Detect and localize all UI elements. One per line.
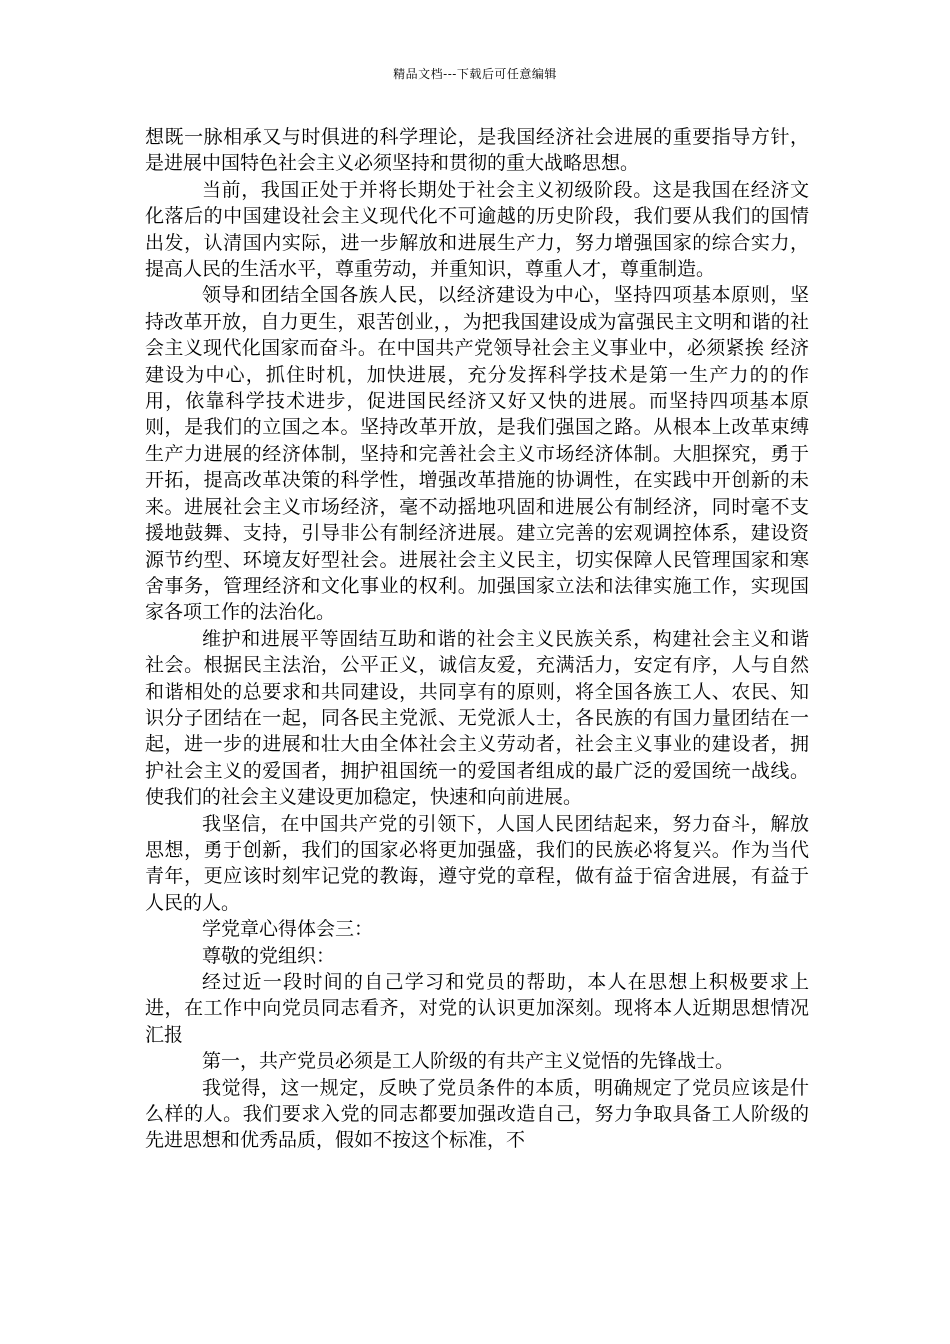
page-header: 精品文档---下载后可任意编辑 (393, 67, 557, 81)
paragraph: 当前，我国正处于并将长期处于社会主义初级阶段。这是我国在经济文化落后的中国建设社会主义现代化不可逾越的历史阶段，我们要从我们的国情出发，认清国内实际，进一步解放和进展生产力，努力增强国家的综合实力，提高人民的生活水平，尊重劳动，并重知识，尊重人才，尊重制造。 (145, 178, 809, 281)
paragraph-continuation: 想既一脉相承又与时俱进的科学理论，是我国经济社会进展的重要指导方针，是进展中国特色社会主义必须坚持和贯彻的重大战略思想。 (145, 126, 809, 175)
paragraph: 我坚信，在中国共产党的引领下，人国人民团结起来，努力奋斗，解放思想，勇于创新，我们的国家必将更加强盛，我们的民族必将复兴。作为当代青年，更应该时刻牢记党的教诲，遵守党的章程，做有益于宿舍进展，有益于人民的人。 (145, 812, 809, 914)
paragraph: 领导和团结全国各族人民，以经济建设为中心，坚持四项基本原则，坚持改革开放，自力更生，艰苦创业，，为把我国建设成为富强民主文明和谐的社会主义现代化国家而奋斗。在中国共产党领导社会主义事业中，必须紧挨 经济建设为中心，抓住时机，加快进展，充分发挥科学技术是第一生产力的的作用，依靠科学技术进步，促进国民经济又好又快的进展。而坚持四项基本原则，是我们的立国之本。坚持改革开放，是我们强国之路。从根本上改革束缚生产力进展的经济体制，坚持和完善社会主义市场经济体制。大胆探究，勇于开拓，提高改革决策的科学性，增强改革措施的协调性，在实践中开创新的未来。进展社会主义市场经济，毫不动摇地巩固和进展公有制经济，同时毫不支援地鼓舞、支持，引导非公有制经济进展。建立完善的宏观调控体系，建设资源节约型、环境友好型社会。进展社会主义民主，切实保障人民管理国家和寒舍事务，管理经济和文化事业的权利。加强国家立法和法律实施工作，实现国家各项工作的法治化。 (145, 284, 809, 624)
section-title: 学党章心得体会三： (202, 918, 374, 941)
document-body (145, 124, 809, 1154)
paragraph: 经过近一段时间的自己学习和党员的帮助，本人在思想上积极要求上进，在工作中向党员同志看齐，对党的认识更加深刻。现将本人近期思想情况汇报 (145, 971, 809, 1046)
salutation: 尊敬的党组织： (202, 944, 336, 967)
paragraph: 维护和进展平等固结互助和谐的社会主义民族关系，构建社会主义和谐社会。根据民主法治，公平正义，诚信友爱，充满活力，安定有序，人与自然和谐相处的总要求和共同建设，共同享有的原则，将全国各族工人、农民、知识分子团结在一起，同各民主党派、无党派人士，各民族的有国力量团结在一起，进一步的进展和壮大由全体社会主义劳动者，社会主义事业的建设者，拥护社会主义的爱国者，拥护祖国统一的爱国者组成的最广泛的爱国统一战线。使我们的社会主义建设更加稳定，快速和向前进展。 (145, 627, 809, 809)
paragraph: 我觉得，这一规定，反映了党员条件的本质，明确规定了党员应该是什么样的人。我们要求入党的同志都要加强改造自己，努力争取具备工人阶级的先进思想和优秀品质，假如不按这个标准，不 (145, 1076, 809, 1152)
paragraph: 第一，共产党员必须是工人阶级的有共产主义觉悟的先锋战士。 (202, 1050, 735, 1073)
